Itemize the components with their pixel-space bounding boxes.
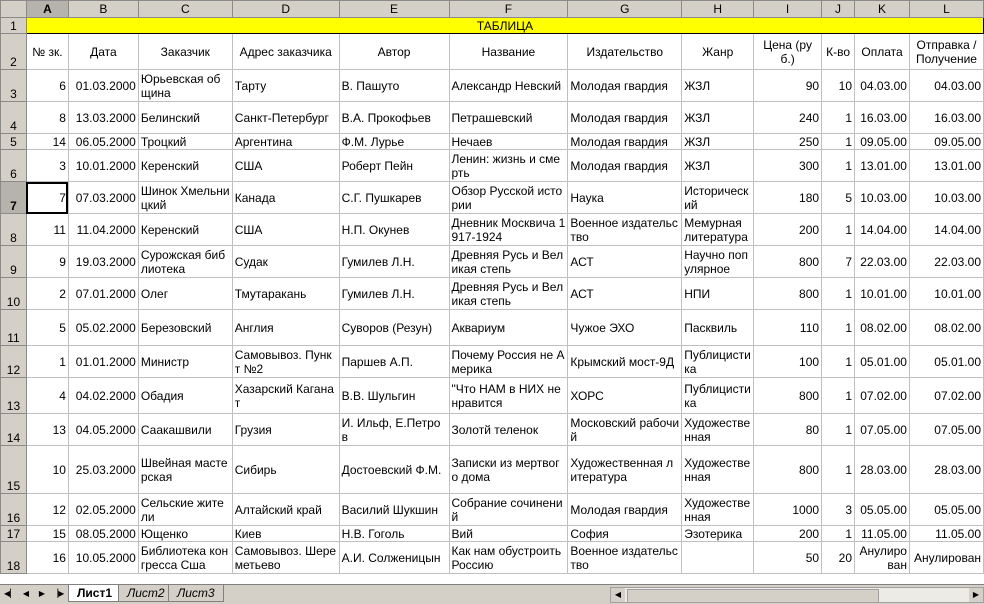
nav-last-icon[interactable]: ▕▶ <box>52 589 65 598</box>
table-cell[interactable]: 08.05.2000 <box>68 526 138 542</box>
table-cell[interactable]: Публицисти ка <box>682 378 754 414</box>
table-cell[interactable]: Тмутаракань <box>232 278 339 310</box>
column-header-h[interactable]: H <box>682 1 754 18</box>
table-cell[interactable]: 800 <box>754 246 822 278</box>
table-cell[interactable]: 5 <box>26 310 68 346</box>
table-cell[interactable]: 1 <box>822 414 855 446</box>
table-title-cell[interactable]: ТАБЛИЦА <box>26 18 983 34</box>
sheet-tab-3[interactable]: Лист3 <box>168 585 224 602</box>
table-cell[interactable]: В.А. Прокофьев <box>339 102 449 134</box>
table-row <box>1 182 984 214</box>
table-cell[interactable]: Киев <box>232 526 339 542</box>
row-header[interactable]: 7 <box>1 182 27 214</box>
table-cell[interactable]: В.В. Шульгин <box>339 378 449 414</box>
table-cell[interactable]: 13.01.00 <box>855 150 910 182</box>
table-row <box>1 246 984 278</box>
table-cell[interactable]: Юрьевская община <box>138 70 232 102</box>
table-row <box>1 310 984 346</box>
table-cell[interactable]: 7 <box>26 182 68 214</box>
table-cell[interactable]: 19.03.2000 <box>68 246 138 278</box>
table-cell[interactable]: 12 <box>26 494 68 526</box>
horizontal-scrollbar[interactable] <box>610 587 984 603</box>
row-header[interactable]: 8 <box>1 214 27 246</box>
column-header-j[interactable]: J <box>822 1 855 18</box>
table-cell[interactable]: 05.05.00 <box>909 494 983 526</box>
table-cell[interactable]: Художестве нная <box>682 414 754 446</box>
table-cell[interactable]: Художестве нная <box>682 446 754 494</box>
table-cell[interactable]: София <box>568 526 682 542</box>
table-cell[interactable]: Керенский <box>138 214 232 246</box>
table-cell[interactable]: 04.02.2000 <box>68 378 138 414</box>
row-header[interactable]: 3 <box>1 70 27 102</box>
table-cell[interactable]: Обадия <box>138 378 232 414</box>
table-cell[interactable]: 5 <box>822 182 855 214</box>
table-cell[interactable] <box>682 542 754 574</box>
table-cell[interactable]: 20 <box>822 542 855 574</box>
table-cell[interactable]: Молодая гвардия <box>568 102 682 134</box>
table-cell[interactable]: ЖЗЛ <box>682 70 754 102</box>
table-cell[interactable]: 07.02.00 <box>909 378 983 414</box>
nav-next-icon[interactable]: ▶ <box>38 589 46 598</box>
select-all-corner[interactable] <box>1 1 27 18</box>
table-cell[interactable]: 8 <box>26 102 68 134</box>
row-header[interactable]: 9 <box>1 246 27 278</box>
table-cell[interactable]: Наука <box>568 182 682 214</box>
row-header[interactable]: 17 <box>1 526 27 542</box>
table-cell[interactable]: 04.05.2000 <box>68 414 138 446</box>
header-cell[interactable]: К-во <box>822 34 855 70</box>
table-cell[interactable]: Белинский <box>138 102 232 134</box>
table-cell[interactable]: Анулиро ван <box>855 542 910 574</box>
table-cell[interactable]: "Что НАМ в НИХ не нравится <box>449 378 568 414</box>
table-cell[interactable]: Березовский <box>138 310 232 346</box>
row-header[interactable]: 15 <box>1 446 27 494</box>
row-header[interactable]: 6 <box>1 150 27 182</box>
table-cell[interactable]: 6 <box>26 70 68 102</box>
table-cell[interactable]: 2 <box>26 278 68 310</box>
table-cell[interactable]: Молодая гвардия <box>568 150 682 182</box>
column-header-d[interactable]: D <box>232 1 339 18</box>
table-cell[interactable]: Чужое ЭХО <box>568 310 682 346</box>
table-cell[interactable]: Военное издательство <box>568 542 682 574</box>
table-row <box>1 150 984 182</box>
table-cell[interactable]: АСТ <box>568 278 682 310</box>
header-cell[interactable]: Жанр <box>682 34 754 70</box>
header-cell[interactable]: Отправка / Получение <box>909 34 983 70</box>
header-cell[interactable]: Адрес заказчика <box>232 34 339 70</box>
table-cell[interactable]: Художестве нная <box>682 494 754 526</box>
table-cell[interactable]: ЖЗЛ <box>682 102 754 134</box>
table-cell[interactable]: 1 <box>822 278 855 310</box>
table-cell[interactable]: 08.02.00 <box>855 310 910 346</box>
table-cell[interactable]: Роберт Пейн <box>339 150 449 182</box>
table-row <box>1 102 984 134</box>
header-cell[interactable]: № зк. <box>26 34 68 70</box>
table-cell[interactable]: 14.04.00 <box>855 214 910 246</box>
table-row <box>1 346 984 378</box>
table-cell[interactable]: 1 <box>822 526 855 542</box>
row-header[interactable]: 13 <box>1 378 27 414</box>
table-row <box>1 278 984 310</box>
table-cell[interactable]: Троцкий <box>138 134 232 150</box>
table-cell[interactable]: Тарту <box>232 70 339 102</box>
row-header[interactable]: 14 <box>1 414 27 446</box>
table-cell[interactable]: Самовывоз. Пункт №2 <box>232 346 339 378</box>
row-header[interactable]: 1 <box>1 18 27 34</box>
header-cell[interactable]: Заказчик <box>138 34 232 70</box>
table-cell[interactable]: США <box>232 150 339 182</box>
table-cell[interactable]: 25.03.2000 <box>68 446 138 494</box>
header-cell[interactable]: Издательство <box>568 34 682 70</box>
nav-prev-icon[interactable]: ◀ <box>22 589 30 598</box>
table-cell[interactable]: 1 <box>26 346 68 378</box>
table-cell[interactable]: Гумилев Л.Н. <box>339 246 449 278</box>
table-cell[interactable]: 16.03.00 <box>855 102 910 134</box>
table-cell[interactable]: Ленин: жизнь и смерть <box>449 150 568 182</box>
table-row <box>1 542 984 574</box>
row-header[interactable]: 2 <box>1 34 27 70</box>
table-cell[interactable]: Саакашвили <box>138 414 232 446</box>
table-cell[interactable]: 200 <box>754 214 822 246</box>
table-cell[interactable]: НПИ <box>682 278 754 310</box>
table-cell[interactable]: 10.01.00 <box>855 278 910 310</box>
table-cell[interactable]: 800 <box>754 278 822 310</box>
table-cell[interactable]: 9 <box>26 246 68 278</box>
header-cell[interactable]: Цена (руб.) <box>754 34 822 70</box>
table-cell[interactable]: ЖЗЛ <box>682 134 754 150</box>
nav-first-icon[interactable]: ◀▏ <box>4 589 17 598</box>
table-cell[interactable]: 3 <box>822 494 855 526</box>
table-cell[interactable]: 07.05.00 <box>855 414 910 446</box>
table-cell[interactable]: 11.05.00 <box>855 526 910 542</box>
table-row <box>1 214 984 246</box>
table-cell[interactable]: 28.03.00 <box>855 446 910 494</box>
table-cell[interactable]: 3 <box>26 150 68 182</box>
scroll-right-icon[interactable]: ▶ <box>969 588 983 602</box>
sheet-tab-1[interactable]: Лист1 <box>68 585 121 602</box>
table-cell[interactable]: А.И. Солженицын <box>339 542 449 574</box>
table-cell[interactable]: Сельские жители <box>138 494 232 526</box>
table-cell[interactable]: 04.03.00 <box>909 70 983 102</box>
table-row <box>1 446 984 494</box>
table-cell[interactable]: И. Ильф, Е.Петров <box>339 414 449 446</box>
table-cell[interactable]: Алтайский край <box>232 494 339 526</box>
table-cell[interactable]: 13.03.2000 <box>68 102 138 134</box>
table-cell[interactable]: АСТ <box>568 246 682 278</box>
table-cell[interactable]: 1000 <box>754 494 822 526</box>
table-cell[interactable]: 10.01.2000 <box>68 150 138 182</box>
table-cell[interactable]: Англия <box>232 310 339 346</box>
table-cell[interactable]: 22.03.00 <box>909 246 983 278</box>
table-cell[interactable]: Паршев А.П. <box>339 346 449 378</box>
column-header-i[interactable]: I <box>754 1 822 18</box>
column-header-l[interactable]: L <box>909 1 983 18</box>
table-cell[interactable]: 13.01.00 <box>909 150 983 182</box>
column-header-g[interactable]: G <box>568 1 682 18</box>
table-cell[interactable]: 1 <box>822 150 855 182</box>
table-cell[interactable]: Древняя Русь и Великая степь <box>449 246 568 278</box>
table-cell[interactable]: 1 <box>822 446 855 494</box>
table-cell[interactable]: Суворов (Резун) <box>339 310 449 346</box>
table-cell[interactable]: Н.П. Окунев <box>339 214 449 246</box>
table-cell[interactable]: ЖЗЛ <box>682 150 754 182</box>
table-cell[interactable]: 300 <box>754 150 822 182</box>
table-cell[interactable]: 1 <box>822 310 855 346</box>
table-cell[interactable]: 10.03.00 <box>855 182 910 214</box>
table-cell[interactable]: Петрашевский <box>449 102 568 134</box>
table-cell[interactable]: 50 <box>754 542 822 574</box>
table-cell[interactable]: 1 <box>822 134 855 150</box>
table-cell[interactable]: Собрание сочинений <box>449 494 568 526</box>
table-cell[interactable]: 11.05.00 <box>909 526 983 542</box>
table-cell[interactable]: 90 <box>754 70 822 102</box>
table-cell[interactable]: Художественная литература <box>568 446 682 494</box>
table-cell[interactable]: Н.В. Гоголь <box>339 526 449 542</box>
table-cell[interactable]: Обзор Русской истории <box>449 182 568 214</box>
table-cell[interactable]: 07.05.00 <box>909 414 983 446</box>
table-cell[interactable]: 800 <box>754 378 822 414</box>
table-cell[interactable]: 10 <box>26 446 68 494</box>
table-cell[interactable]: 09.05.00 <box>909 134 983 150</box>
table-cell[interactable]: 110 <box>754 310 822 346</box>
header-cell[interactable]: Автор <box>339 34 449 70</box>
table-cell[interactable]: 28.03.00 <box>909 446 983 494</box>
header-cell[interactable]: Дата <box>68 34 138 70</box>
table-cell[interactable]: 100 <box>754 346 822 378</box>
table-cell[interactable]: Шинок Хмельницкий <box>138 182 232 214</box>
table-cell[interactable]: 80 <box>754 414 822 446</box>
row-header[interactable]: 4 <box>1 102 27 134</box>
table-cell[interactable]: Молодая гвардия <box>568 134 682 150</box>
table-cell[interactable]: 07.03.2000 <box>68 182 138 214</box>
table-cell[interactable]: Дневник Москвича 1917-1924 <box>449 214 568 246</box>
table-cell[interactable]: 1 <box>822 214 855 246</box>
table-cell[interactable]: Записки из мертвого дома <box>449 446 568 494</box>
table-cell[interactable]: Судак <box>232 246 339 278</box>
table-cell[interactable]: Санкт-Петербург <box>232 102 339 134</box>
table-cell[interactable]: 180 <box>754 182 822 214</box>
table-cell[interactable]: Молодая гвардия <box>568 494 682 526</box>
row-header[interactable]: 12 <box>1 346 27 378</box>
table-cell[interactable]: 08.02.00 <box>909 310 983 346</box>
column-header-c[interactable]: C <box>138 1 232 18</box>
table-cell[interactable]: 07.02.00 <box>855 378 910 414</box>
table-cell[interactable]: 02.05.2000 <box>68 494 138 526</box>
column-header-b[interactable]: B <box>68 1 138 18</box>
table-cell[interactable]: Достоевский Ф.М. <box>339 446 449 494</box>
table-cell[interactable]: 15 <box>26 526 68 542</box>
table-cell[interactable]: 16.03.00 <box>909 102 983 134</box>
table-cell[interactable]: Крымский мост-9Д <box>568 346 682 378</box>
sheet-tab-bar <box>0 584 984 604</box>
table-cell[interactable]: Аргентина <box>232 134 339 150</box>
table-cell[interactable]: Молодая гвардия <box>568 70 682 102</box>
title-row <box>1 18 984 34</box>
table-cell[interactable]: Ющенко <box>138 526 232 542</box>
table-cell[interactable]: Пасквиль <box>682 310 754 346</box>
table-cell[interactable]: 800 <box>754 446 822 494</box>
row-header[interactable]: 18 <box>1 542 27 574</box>
table-cell[interactable]: 200 <box>754 526 822 542</box>
column-header-e[interactable]: E <box>339 1 449 18</box>
row-header[interactable]: 16 <box>1 494 27 526</box>
scroll-thumb[interactable] <box>627 589 879 603</box>
column-header-k[interactable]: K <box>855 1 910 18</box>
table-cell[interactable]: Мемурная литература <box>682 214 754 246</box>
table-cell[interactable]: 05.01.00 <box>909 346 983 378</box>
row-header[interactable]: 11 <box>1 310 27 346</box>
sheet-tab-2[interactable]: Лист2 <box>118 585 174 602</box>
table-cell[interactable]: Василий Шукшин <box>339 494 449 526</box>
table-cell[interactable]: 14.04.00 <box>909 214 983 246</box>
table-cell[interactable]: Самовывоз. Шереметьево <box>232 542 339 574</box>
row-header[interactable]: 5 <box>1 134 27 150</box>
table-cell[interactable]: Хазарский Каганат <box>232 378 339 414</box>
table-cell[interactable]: 1 <box>822 102 855 134</box>
table-cell[interactable]: Аквариум <box>449 310 568 346</box>
table-cell[interactable]: Эзотерика <box>682 526 754 542</box>
column-header-row <box>1 1 984 18</box>
table-cell[interactable]: 14 <box>26 134 68 150</box>
table-cell[interactable]: 10.03.00 <box>909 182 983 214</box>
table-cell[interactable]: Нечаев <box>449 134 568 150</box>
table-cell[interactable]: 4 <box>26 378 68 414</box>
table-cell[interactable]: Александр Невский <box>449 70 568 102</box>
table-cell[interactable]: 10.05.2000 <box>68 542 138 574</box>
table-cell[interactable]: Олег <box>138 278 232 310</box>
table-cell[interactable]: Ф.М. Лурье <box>339 134 449 150</box>
table-cell[interactable]: Швейная мастерская <box>138 446 232 494</box>
table-cell[interactable]: 05.01.00 <box>855 346 910 378</box>
table-cell[interactable]: 11.04.2000 <box>68 214 138 246</box>
row-header[interactable]: 10 <box>1 278 27 310</box>
table-cell[interactable]: Министр <box>138 346 232 378</box>
table-cell[interactable]: В. Пашуто <box>339 70 449 102</box>
table-cell[interactable]: Анулирован <box>909 542 983 574</box>
table-cell[interactable]: 10.01.00 <box>909 278 983 310</box>
header-cell[interactable]: Оплата <box>855 34 910 70</box>
table-cell[interactable]: 07.01.2000 <box>68 278 138 310</box>
table-cell[interactable]: Канада <box>232 182 339 214</box>
table-cell[interactable]: Сибирь <box>232 446 339 494</box>
column-header-f[interactable]: F <box>449 1 568 18</box>
table-cell[interactable]: 13 <box>26 414 68 446</box>
header-row <box>1 34 984 70</box>
table-cell[interactable]: Сурожская библиотека <box>138 246 232 278</box>
table-row <box>1 414 984 446</box>
table-cell[interactable]: 04.03.00 <box>855 70 910 102</box>
table-cell[interactable]: 01.03.2000 <box>68 70 138 102</box>
table-cell[interactable]: 01.01.2000 <box>68 346 138 378</box>
table-cell[interactable]: США <box>232 214 339 246</box>
table-cell[interactable]: 10 <box>822 70 855 102</box>
table-cell[interactable]: Военное издательство <box>568 214 682 246</box>
table-cell[interactable]: С.Г. Пушкарев <box>339 182 449 214</box>
table-row <box>1 494 984 526</box>
table-cell[interactable]: Вий <box>449 526 568 542</box>
table-row <box>1 70 984 102</box>
table-cell[interactable]: 09.05.00 <box>855 134 910 150</box>
table-cell[interactable]: 06.05.2000 <box>68 134 138 150</box>
table-cell[interactable]: ХОРС <box>568 378 682 414</box>
table-row <box>1 378 984 414</box>
table-cell[interactable]: Керенский <box>138 150 232 182</box>
table-cell[interactable]: Древняя Русь и Великая степь <box>449 278 568 310</box>
table-cell[interactable]: 05.02.2000 <box>68 310 138 346</box>
table-cell[interactable]: Почему Россия не Америка <box>449 346 568 378</box>
table-cell[interactable]: Московский рабочий <box>568 414 682 446</box>
table-cell[interactable]: Золотй теленок <box>449 414 568 446</box>
column-header-a[interactable]: A <box>26 1 68 18</box>
table-cell[interactable]: Библиотека конгресса Сша <box>138 542 232 574</box>
table-cell[interactable]: Гумилев Л.Н. <box>339 278 449 310</box>
table-cell[interactable]: 05.05.00 <box>855 494 910 526</box>
table-cell[interactable]: 22.03.00 <box>855 246 910 278</box>
table-cell[interactable]: Публицисти ка <box>682 346 754 378</box>
table-cell[interactable]: 240 <box>754 102 822 134</box>
table-cell[interactable]: Научно популярное <box>682 246 754 278</box>
table-row <box>1 526 984 542</box>
table-cell[interactable]: Историческ ий <box>682 182 754 214</box>
table-cell[interactable]: 1 <box>822 378 855 414</box>
table-cell[interactable]: 250 <box>754 134 822 150</box>
table-cell[interactable]: Как нам обустроить Россию <box>449 542 568 574</box>
table-row <box>1 134 984 150</box>
header-cell[interactable]: Название <box>449 34 568 70</box>
table-cell[interactable]: 7 <box>822 246 855 278</box>
scroll-left-icon[interactable]: ◀ <box>611 588 625 602</box>
table-cell[interactable]: 16 <box>26 542 68 574</box>
table-cell[interactable]: 11 <box>26 214 68 246</box>
table-cell[interactable]: Грузия <box>232 414 339 446</box>
table-cell[interactable]: 1 <box>822 346 855 378</box>
